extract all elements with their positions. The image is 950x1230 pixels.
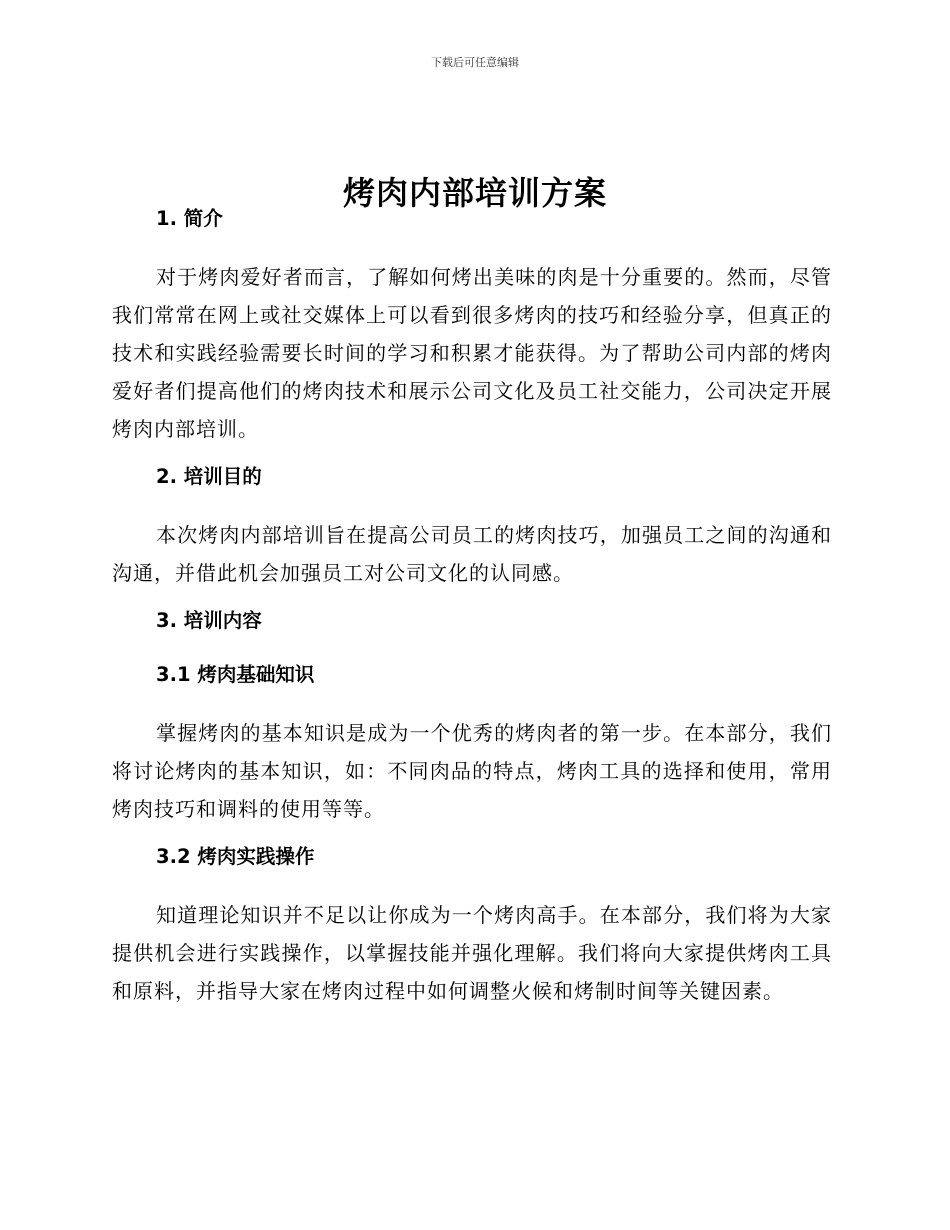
section-heading-content: 3. 培训内容 [156, 609, 262, 632]
header-note: 下载后可任意编辑 [431, 56, 519, 69]
document-body [112, 202, 832, 1010]
section-heading-practice: 3.2 烤肉实践操作 [156, 845, 315, 868]
section-heading-intro: 1. 简介 [156, 207, 223, 230]
section-paragraph-purpose: 本次烤肉内部培训旨在提高公司员工的烤肉技巧，加强员工之间的沟通和沟通，并借此机会加强员工对公司文化的认同感。 [112, 523, 832, 585]
section-heading-basics: 3.1 烤肉基础知识 [156, 663, 315, 686]
section-paragraph-basics: 掌握烤肉的基本知识是成为一个优秀的烤肉者的第一步。在本部分，我们将讨论烤肉的基本知识，如：不同肉品的特点，烤肉工具的选择和使用，常用烤肉技巧和调料的使用等等。 [112, 721, 832, 821]
section-paragraph-intro: 对于烤肉爱好者而言，了解如何烤出美味的肉是十分重要的。然而，尽管我们常常在网上或社交媒体上可以看到很多烤肉的技巧和经验分享，但真正的技术和实践经验需要长时间的学习和积累才能获得。为了帮助公司内部的烤肉爱好者们提高他们的烤肉技术和展示公司文化及员工社交能力，公司决定开展烤肉内部培训。 [112, 265, 832, 441]
document-title: 烤肉内部培训方案 [342, 174, 607, 213]
section-paragraph-practice: 知道理论知识并不足以让你成为一个烤肉高手。在本部分，我们将为大家提供机会进行实践操作，以掌握技能并强化理解。我们将向大家提供烤肉工具和原料，并指导大家在烤肉过程中如何调整火候和烤制时间等关键因素。 [112, 903, 832, 1003]
section-heading-purpose: 2. 培训目的 [156, 465, 262, 488]
